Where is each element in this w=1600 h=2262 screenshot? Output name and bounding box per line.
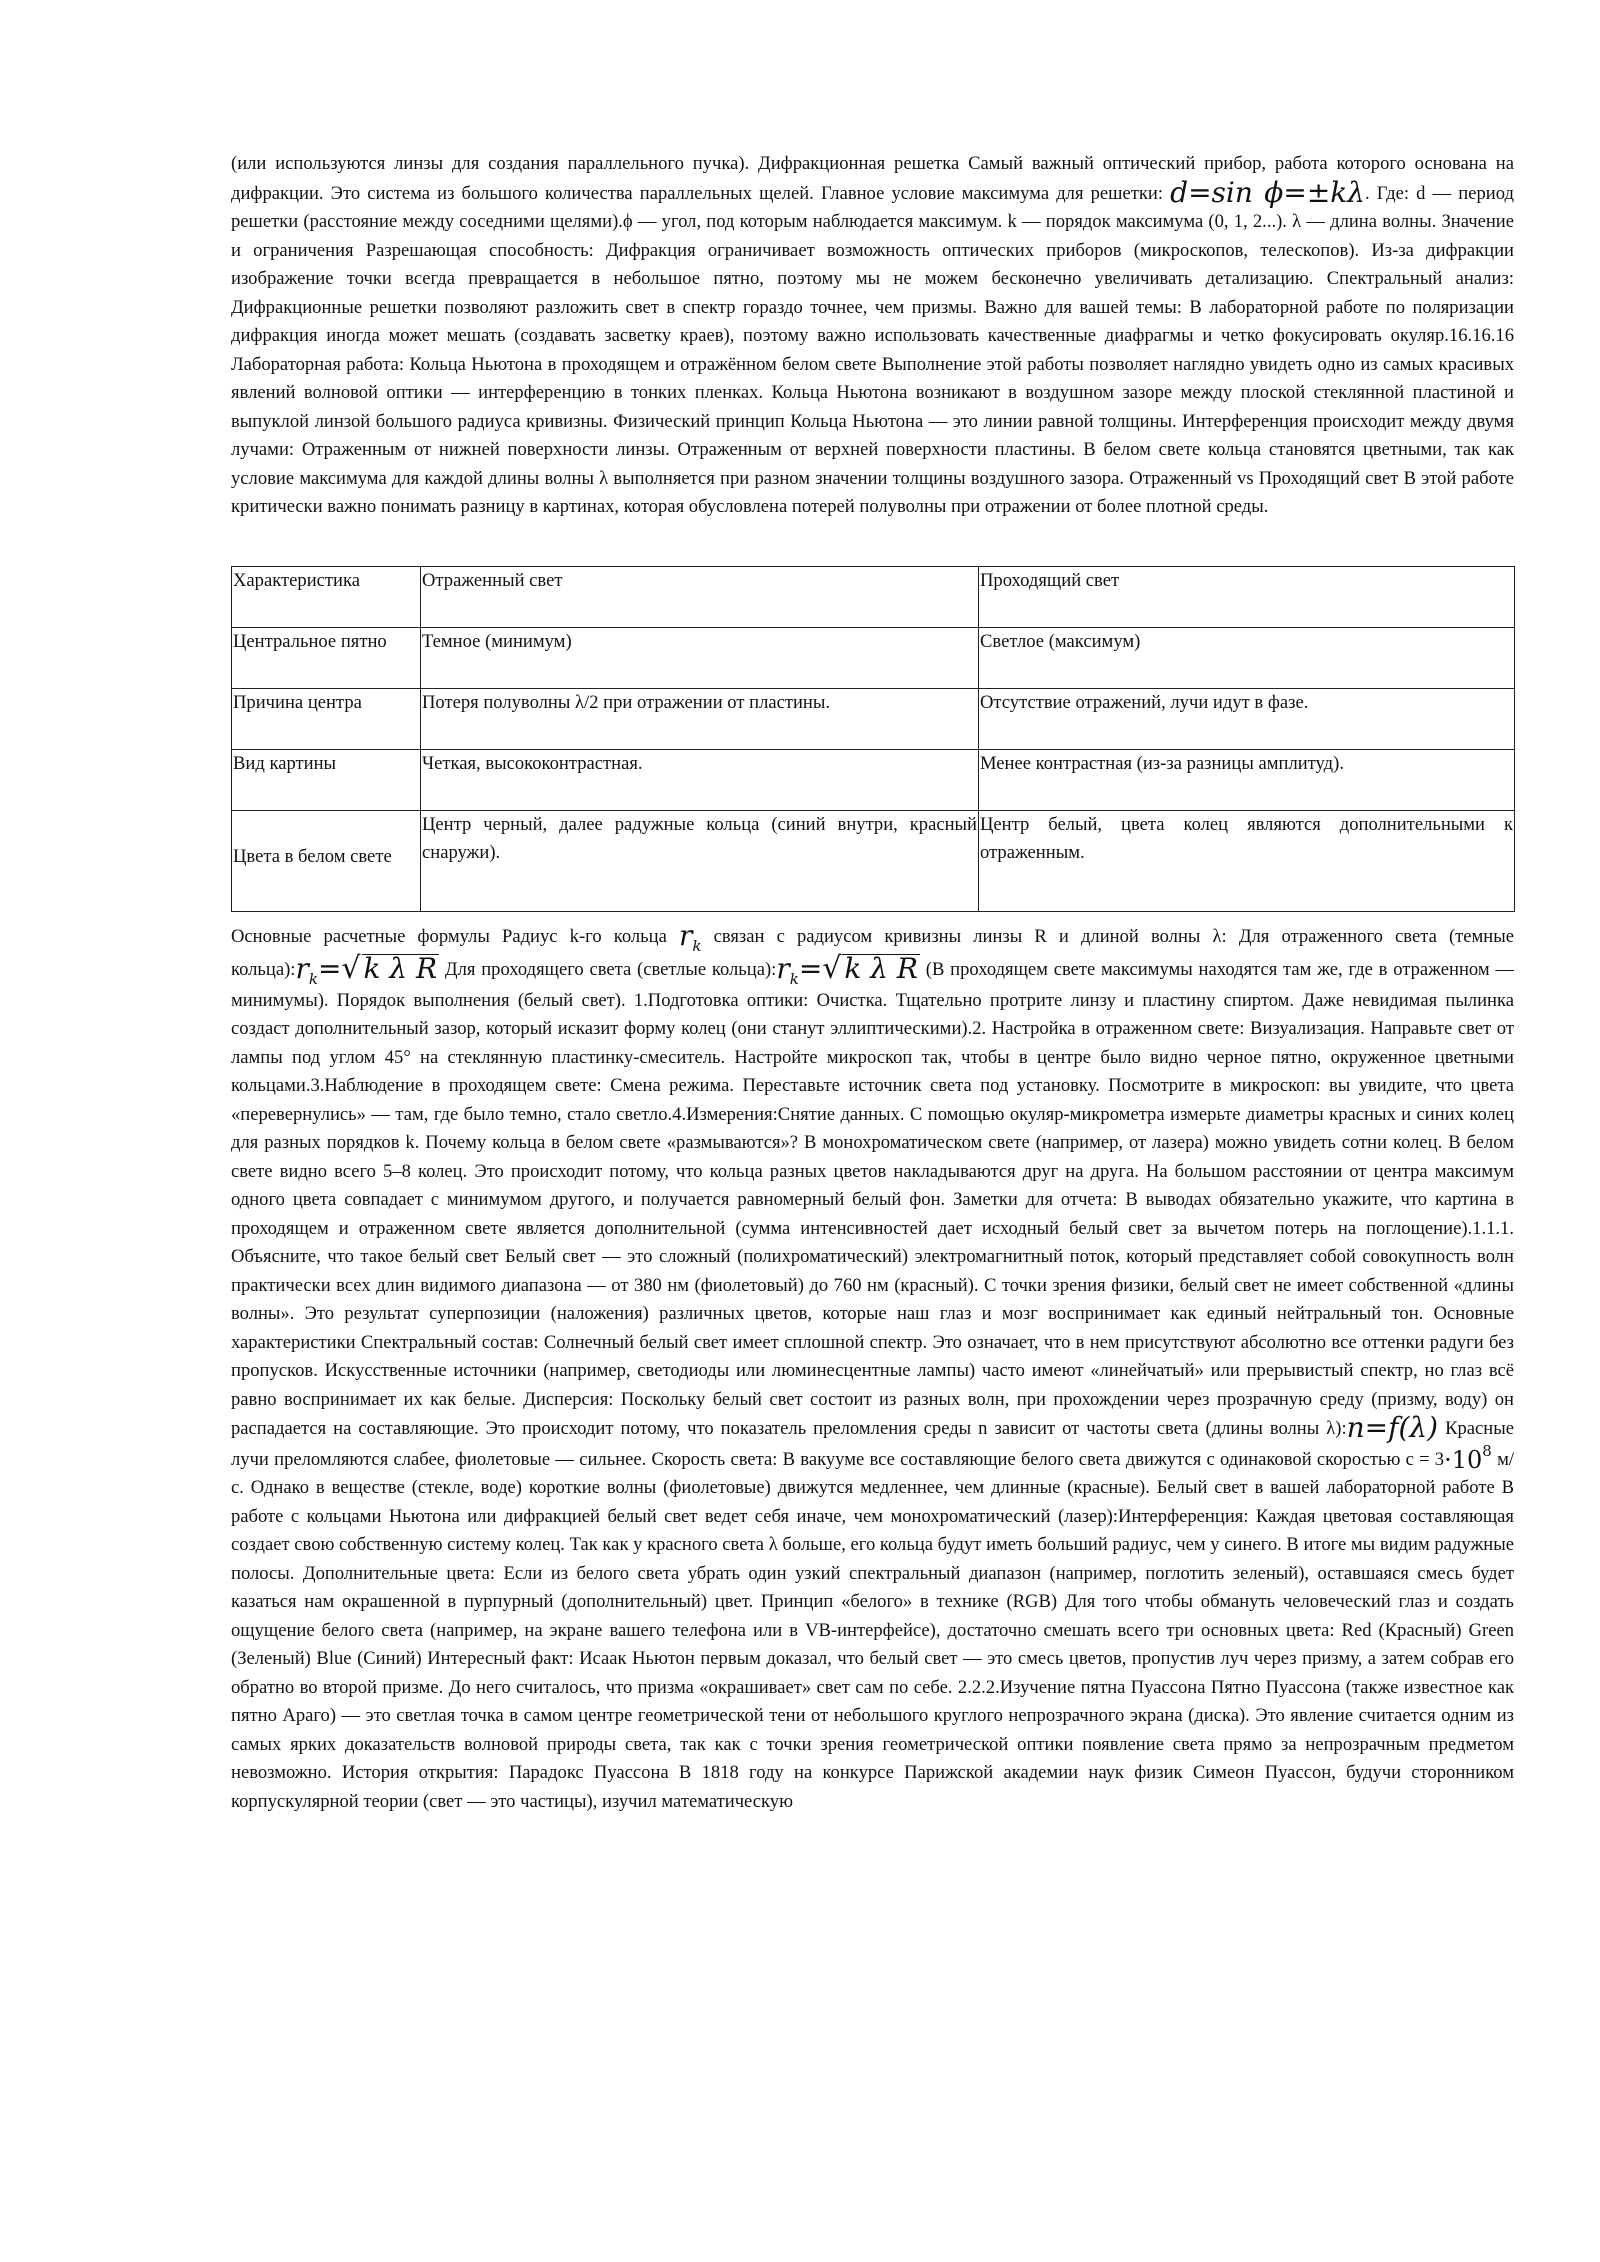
- table-header-row: [232, 566, 1515, 627]
- paragraph-newton-rings: [231, 918, 1515, 1817]
- dark-rings-formula: $r_k=√$ k λ R: [295, 950, 438, 988]
- document-page: [231, 150, 1514, 1816]
- comparison-table: [231, 566, 1515, 912]
- paragraph-diffraction: [231, 150, 1514, 522]
- radius-k: k: [692, 936, 702, 955]
- text-segment: (В проходящем свете максимумы находятся там же, где в отраженном — минимумы). Порядок выполнения (белый свет). 1.Подготовка оптики: Очистка. Тщательно протрите линзу и пластину спиртом. Даже невидимая пылинка создаст дополнительный зазор, который исказит форму колец (они станут эллиптическими).2. Настройка в отраженном свете: Визуализация. Направьте свет от лампы под углом 45° на стеклянную пластинку-смеситель. Настройте микроскоп так, чтобы в центре было видно черное пятно, окруженное цветными кольцами.3.Наблюдение в проходящем свете: Смена режима. Переставьте источник света под установку. Посмотрите в микроскоп: вы увидите, что цвета «перевернулись» — там, где было темно, стало светло.4.Измерения:Снятие данных. С помощью окуляр-микрометра измерьте диаметры красных и синих колец для разных порядков k. Почему кольца в белом свете «размываются»? В монохроматическом свете (например, от лазера) можно увидеть сотни колец. В белом свете видно всего 5–8 колец. Это происходит потому, что кольца разных цветов накладываются друг на друга. На большом расстоянии от центра максимум одного цвета совпадает с минимумом другого, и получается равномерный белый фон. Заметки для отчета: В выводах обязательно укажите, что картина в проходящем и отраженном свете является дополнительной (сумма интенсивностей дает исходный белый свет за вычетом потерь на поглощение).1.1.1. Объясните, что такое белый свет Белый свет — это сложный (полихроматический) электромагнитный поток, который представляет собой совокупность волн практически всех длин видимого диапазона — от 380 нм (фиолетовый) до 760 нм (красный). С точки зрения физики, белый свет не имеет собственной «длины волны». Это результат суперпозиции (наложения) различных цветов, которые наш глаз и мозг воспринимает как единый нейтральный тон. Основные характеристики Спектральный состав: Солнечный белый свет имеет сплошной спектр. Это означает, что в нем присутствуют абсолютно все оттенки радуги без пропусков. Искусственные источники (например, светодиоды или люминесцентные лампы) часто имеют «линейчатый» или прерывистый спектр, но глаз всё равно воспринимает их как белые. Дисперсия: Поскольку белый свет состоит из разных волн, при прохождении через прозрачную среду (призму, воду) он распадается на составляющие. Это происходит потому, что показатель преломления среды n зависит от частоты света (длины волны λ):: [231, 958, 1515, 1439]
- text-segment: . Где: d — период решетки (расстояние между соседними щелями).ϕ — угол, под которым наблюдается максимум. k — порядок максимума (0, 1, 2...). λ — длина волны. Значение и ограничения Разрешающая способность: Дифракция ограничивает возможность оптических приборов (микроскопов, телескопов). Из-за дифракции изображение точки всегда превращается в небольшое пятно, поэтому мы не можем бесконечно увеличивать детализацию. Спектральный анализ: Дифракционные решетки позволяют разложить свет в спектр гораздо точнее, чем призмы. Важно для вашей темы: В лабораторной работе по поляризации дифракция иногда может мешать (создавать засветку краев), поэтому важно использовать качественные диафрагмы и четко фокусировать окуляр.16.16.16 Лабораторная работа: Кольца Ньютона в проходящем и отражённом белом свете Выполнение этой работы позволяет наглядно увидеть одно из самых красивых явлений волновой оптики — интерференцию в тонких пленках. Кольца Ньютона возникают в воздушном зазоре между плоской стеклянной пластиной и выпуклой линзой большого радиуса кривизны. Физический принцип Кольца Ньютона — это линии равной толщины. Интерференция происходит между двумя лучами: Отраженным от нижней поверхности линзы. Отраженным от верхней поверхности пластины. В белом свете кольца становятся цветными, так как условие максимума для каждой длины волны λ выполняется при разном значении толщины воздушного зазора. Отраженный vs Проходящий свет В этой работе критически важно понимать разницу в картинах, которая обусловлена потерей полуволны при отражении от более плотной среды.: [231, 182, 1514, 517]
- speed-of-light-power: [1444, 1441, 1492, 1474]
- text-segment: м/с. Однако в веществе (стекле, воде) короткие волны (фиолетовые) движутся медленнее, чем длинные (красные). Белый свет в вашей лабораторной работе В работе с кольцами Ньютона или дифракцией белый свет ведет себя иначе, чем монохроматический (лазер):Интерференция: Каждая цветовая составляющая создает свою собственную систему колец. Так как у красного света λ больше, его кольца будут иметь больший радиус, чем у синего. В итоге мы видим радужные полосы. Дополнительные цвета: Если из белого света убрать один узкий спектральный диапазон (например, поглотить зеленый), оставшаяся смесь будет казаться нам окрашенной в пурпурный (дополнительный) цвет. Принцип «белого» в технике (RGB) Для того чтобы обмануть человеческий глаз и создать ощущение белого света (например, на экране вашего телефона или в VB-интерфейсе), достаточно смешать всего три основных цвета: Red (Красный) Green (Зеленый) Blue (Синий) Интересный факт: Исаак Ньютон первым доказал, что белый свет — это смесь цветов, пропустив луч через призму, а затем собрав его обратно во второй призме. До него считалось, что призма «окрашивает» свет сам по себе. 2.2.2.Изучение пятна Пуассона Пятно Пуассона (также известное как пятно Араго) — это светлая точка в самом центре геометрической тени от небольшого круглого непрозрачного экрана (диска). Это явление считается одним из самых ярких доказательств волновой природы света, так как с точки зрения геометрической оптики появление света прямо за непрозрачным предметом невозможно. История открытия: Парадокс Пуассона В 1818 году на конкурсе Парижской академии наук физик Симеон Пуассон, будучи сторонником корпускулярной теории (свет — это частицы), изучил математическую: [231, 1448, 1515, 1812]
- power-exponent: 8: [1482, 1441, 1492, 1460]
- table-cell: Светлое (максимум): [979, 627, 1515, 688]
- table-row: [232, 627, 1515, 688]
- table-header-cell: Отраженный свет: [421, 566, 979, 627]
- table-row: [232, 749, 1515, 810]
- table-cell: Центр черный, далее радужные кольца (синий внутри, красный снаружи).: [421, 810, 979, 911]
- table-cell: Центральное пятно: [232, 627, 421, 688]
- table-cell: Цвета в белом свете: [232, 810, 421, 911]
- text-segment: Основные расчетные формулы Радиус k-го кольца: [231, 925, 679, 947]
- power-base: ·10: [1444, 1445, 1483, 1474]
- radius-symbol: [678, 918, 702, 955]
- table-cell: Потеря полуволны λ/2 при отражении от пластины.: [421, 688, 979, 749]
- radius-r: r: [678, 918, 693, 952]
- table-row: [232, 810, 1515, 911]
- text-segment: Красные лучи преломляются слабее, фиолетовые — сильнее. Скорость света: В вакууме все составляющие белого света движутся с одинаковой скоростью c = 3: [231, 1418, 1514, 1470]
- dark-rings-radicand: k λ R: [363, 951, 438, 985]
- text-segment: (или используются линзы для создания параллельного пучка). Дифракционная решетка Самый важный оптический прибор, работа которого основана на дифракции. Это система из большого количества параллельных щелей. Главное условие максимума для решетки:: [231, 153, 1514, 204]
- bright-rings-formula: $r_k=√$ k λ R: [776, 950, 919, 988]
- bright-rings-radicand: k λ R: [844, 951, 919, 985]
- text-segment: Для проходящего света (светлые кольца):: [439, 958, 777, 980]
- table-cell: Причина центра: [232, 688, 421, 749]
- dispersion-formula: n=f(λ): [1346, 1411, 1439, 1444]
- table-cell: Вид картины: [232, 749, 421, 810]
- grating-formula: d=sin ϕ=±kλ: [1170, 175, 1366, 209]
- table-cell: Менее контрастная (из-за разницы амплитуд).: [979, 749, 1515, 810]
- table-header-cell: Характеристика: [232, 566, 421, 627]
- text-segment: связан с радиусом кривизны линзы R и длиной волны λ: Для отраженного света (темные кольца):: [231, 925, 1514, 980]
- table-cell: Центр белый, цвета колец являются дополнительными к отраженным.: [979, 810, 1515, 911]
- table-cell: Темное (минимум): [421, 627, 979, 688]
- table-row: [232, 688, 1515, 749]
- table-cell: Четкая, высококонтрастная.: [421, 749, 979, 810]
- table-cell: Отсутствие отражений, лучи идут в фазе.: [979, 688, 1515, 749]
- table-header-cell: Проходящий свет: [979, 566, 1515, 627]
